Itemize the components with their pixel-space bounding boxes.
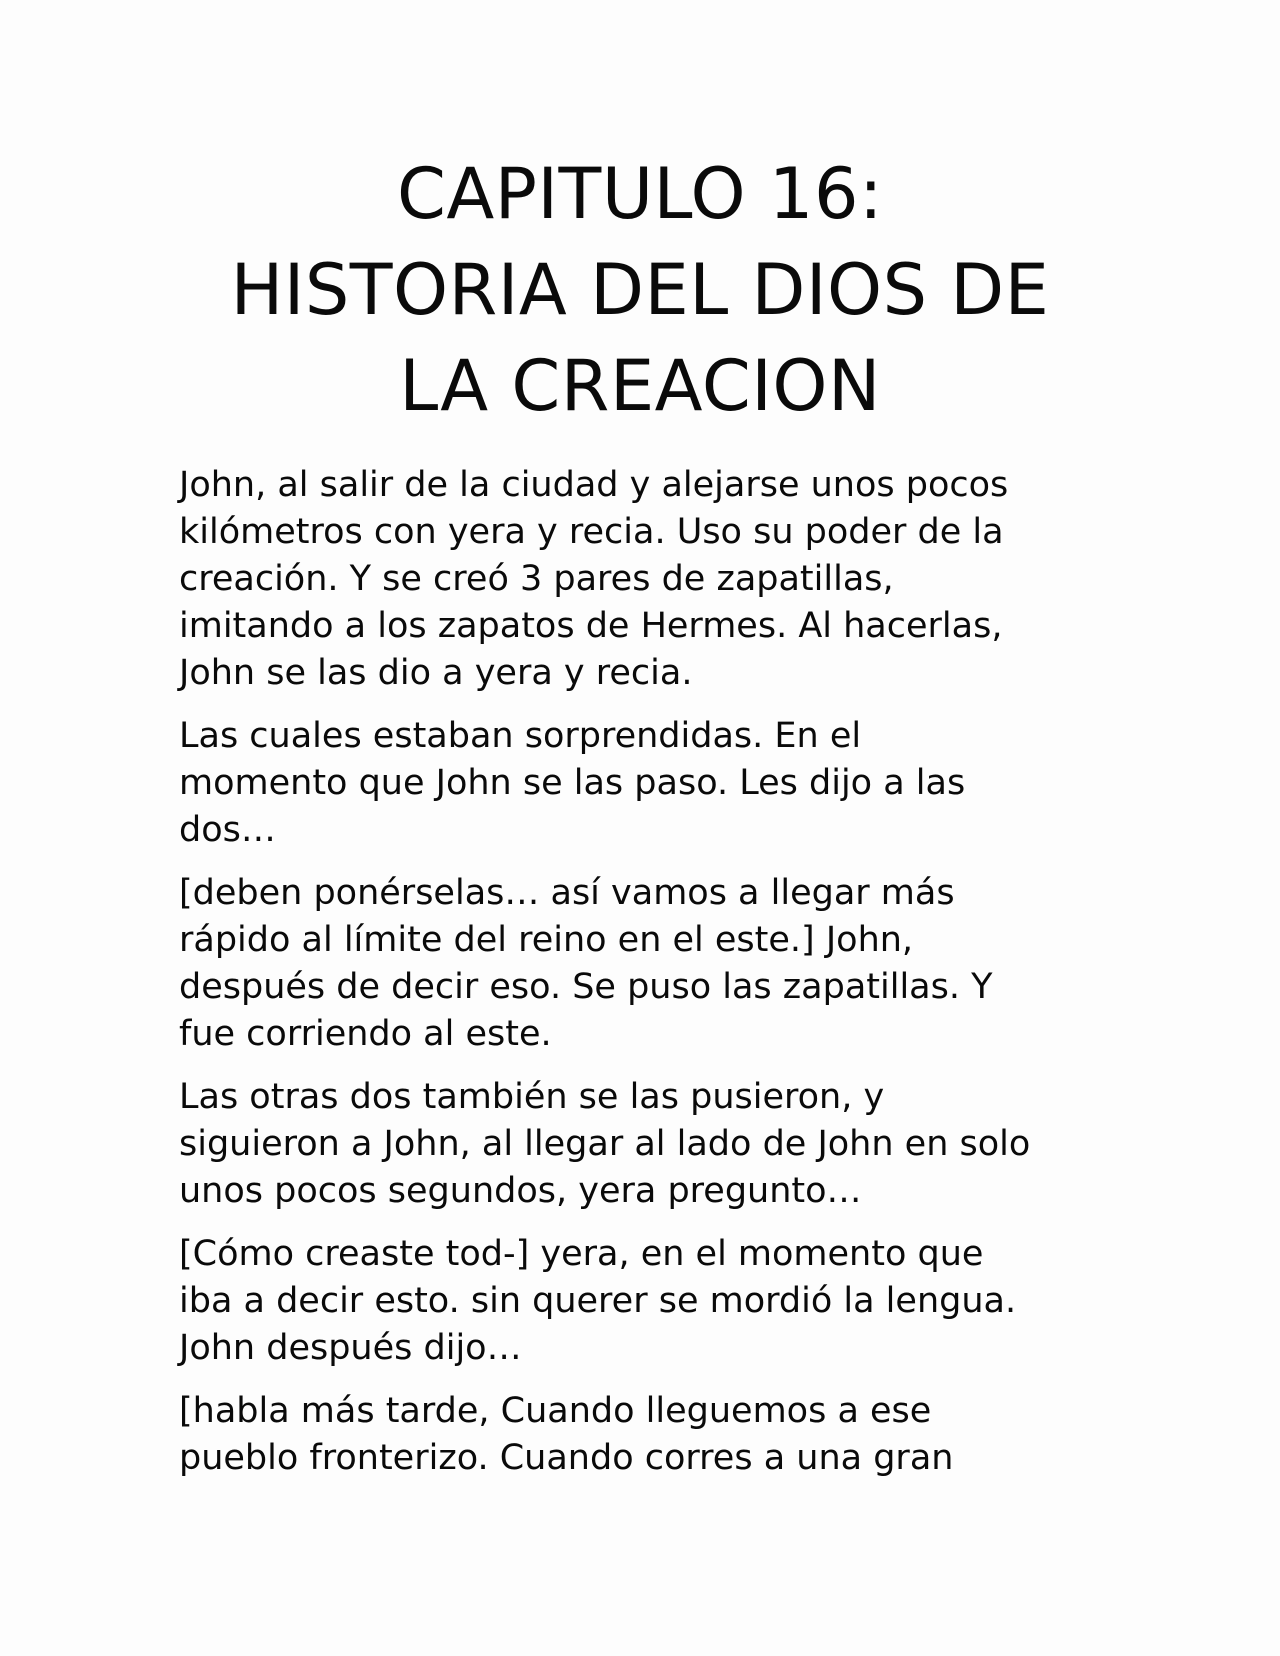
paragraph-2: Las cuales estaban sorprendidas. En el momento que John se las paso. Les dijo a las dos…	[179, 716, 966, 850]
paragraph-6: [habla más tarde, Cuando lleguemos a ese pueblo fronterizo. Cuando corres a una gran	[179, 1391, 954, 1478]
chapter-body	[179, 462, 1119, 1498]
paragraph-4: Las otras dos también se las pusieron, y siguieron a John, al llegar al lado de John en solo unos pocos segundos, yera pregunto…	[179, 1077, 1031, 1211]
chapter-title-line-1: HISTORIA DEL DIOS DE	[230, 249, 1050, 331]
paragraph-1: John, al salir de la ciudad y alejarse unos pocos kilómetros con yera y recia. Uso su poder de la creación. Y se creó 3 pares de zapatillas, imitando a los zapatos de Hermes. Al hacerlas, John se las dio a yera y recia.	[179, 465, 1009, 693]
chapter-number: CAPITULO 16:	[396, 153, 884, 235]
chapter-heading	[120, 146, 1160, 434]
paragraph-3: [deben ponérselas… así vamos a llegar más rápido al límite del reino en el este.] John, después de decir eso. Se puso las zapatillas. Y fue corriendo al este.	[179, 873, 993, 1054]
chapter-title-line-2: LA CREACION	[399, 345, 881, 427]
paragraph-5: [Cómo creaste tod-] yera, en el momento que iba a decir esto. sin querer se mordió la lengua. John después dijo…	[179, 1234, 1017, 1368]
